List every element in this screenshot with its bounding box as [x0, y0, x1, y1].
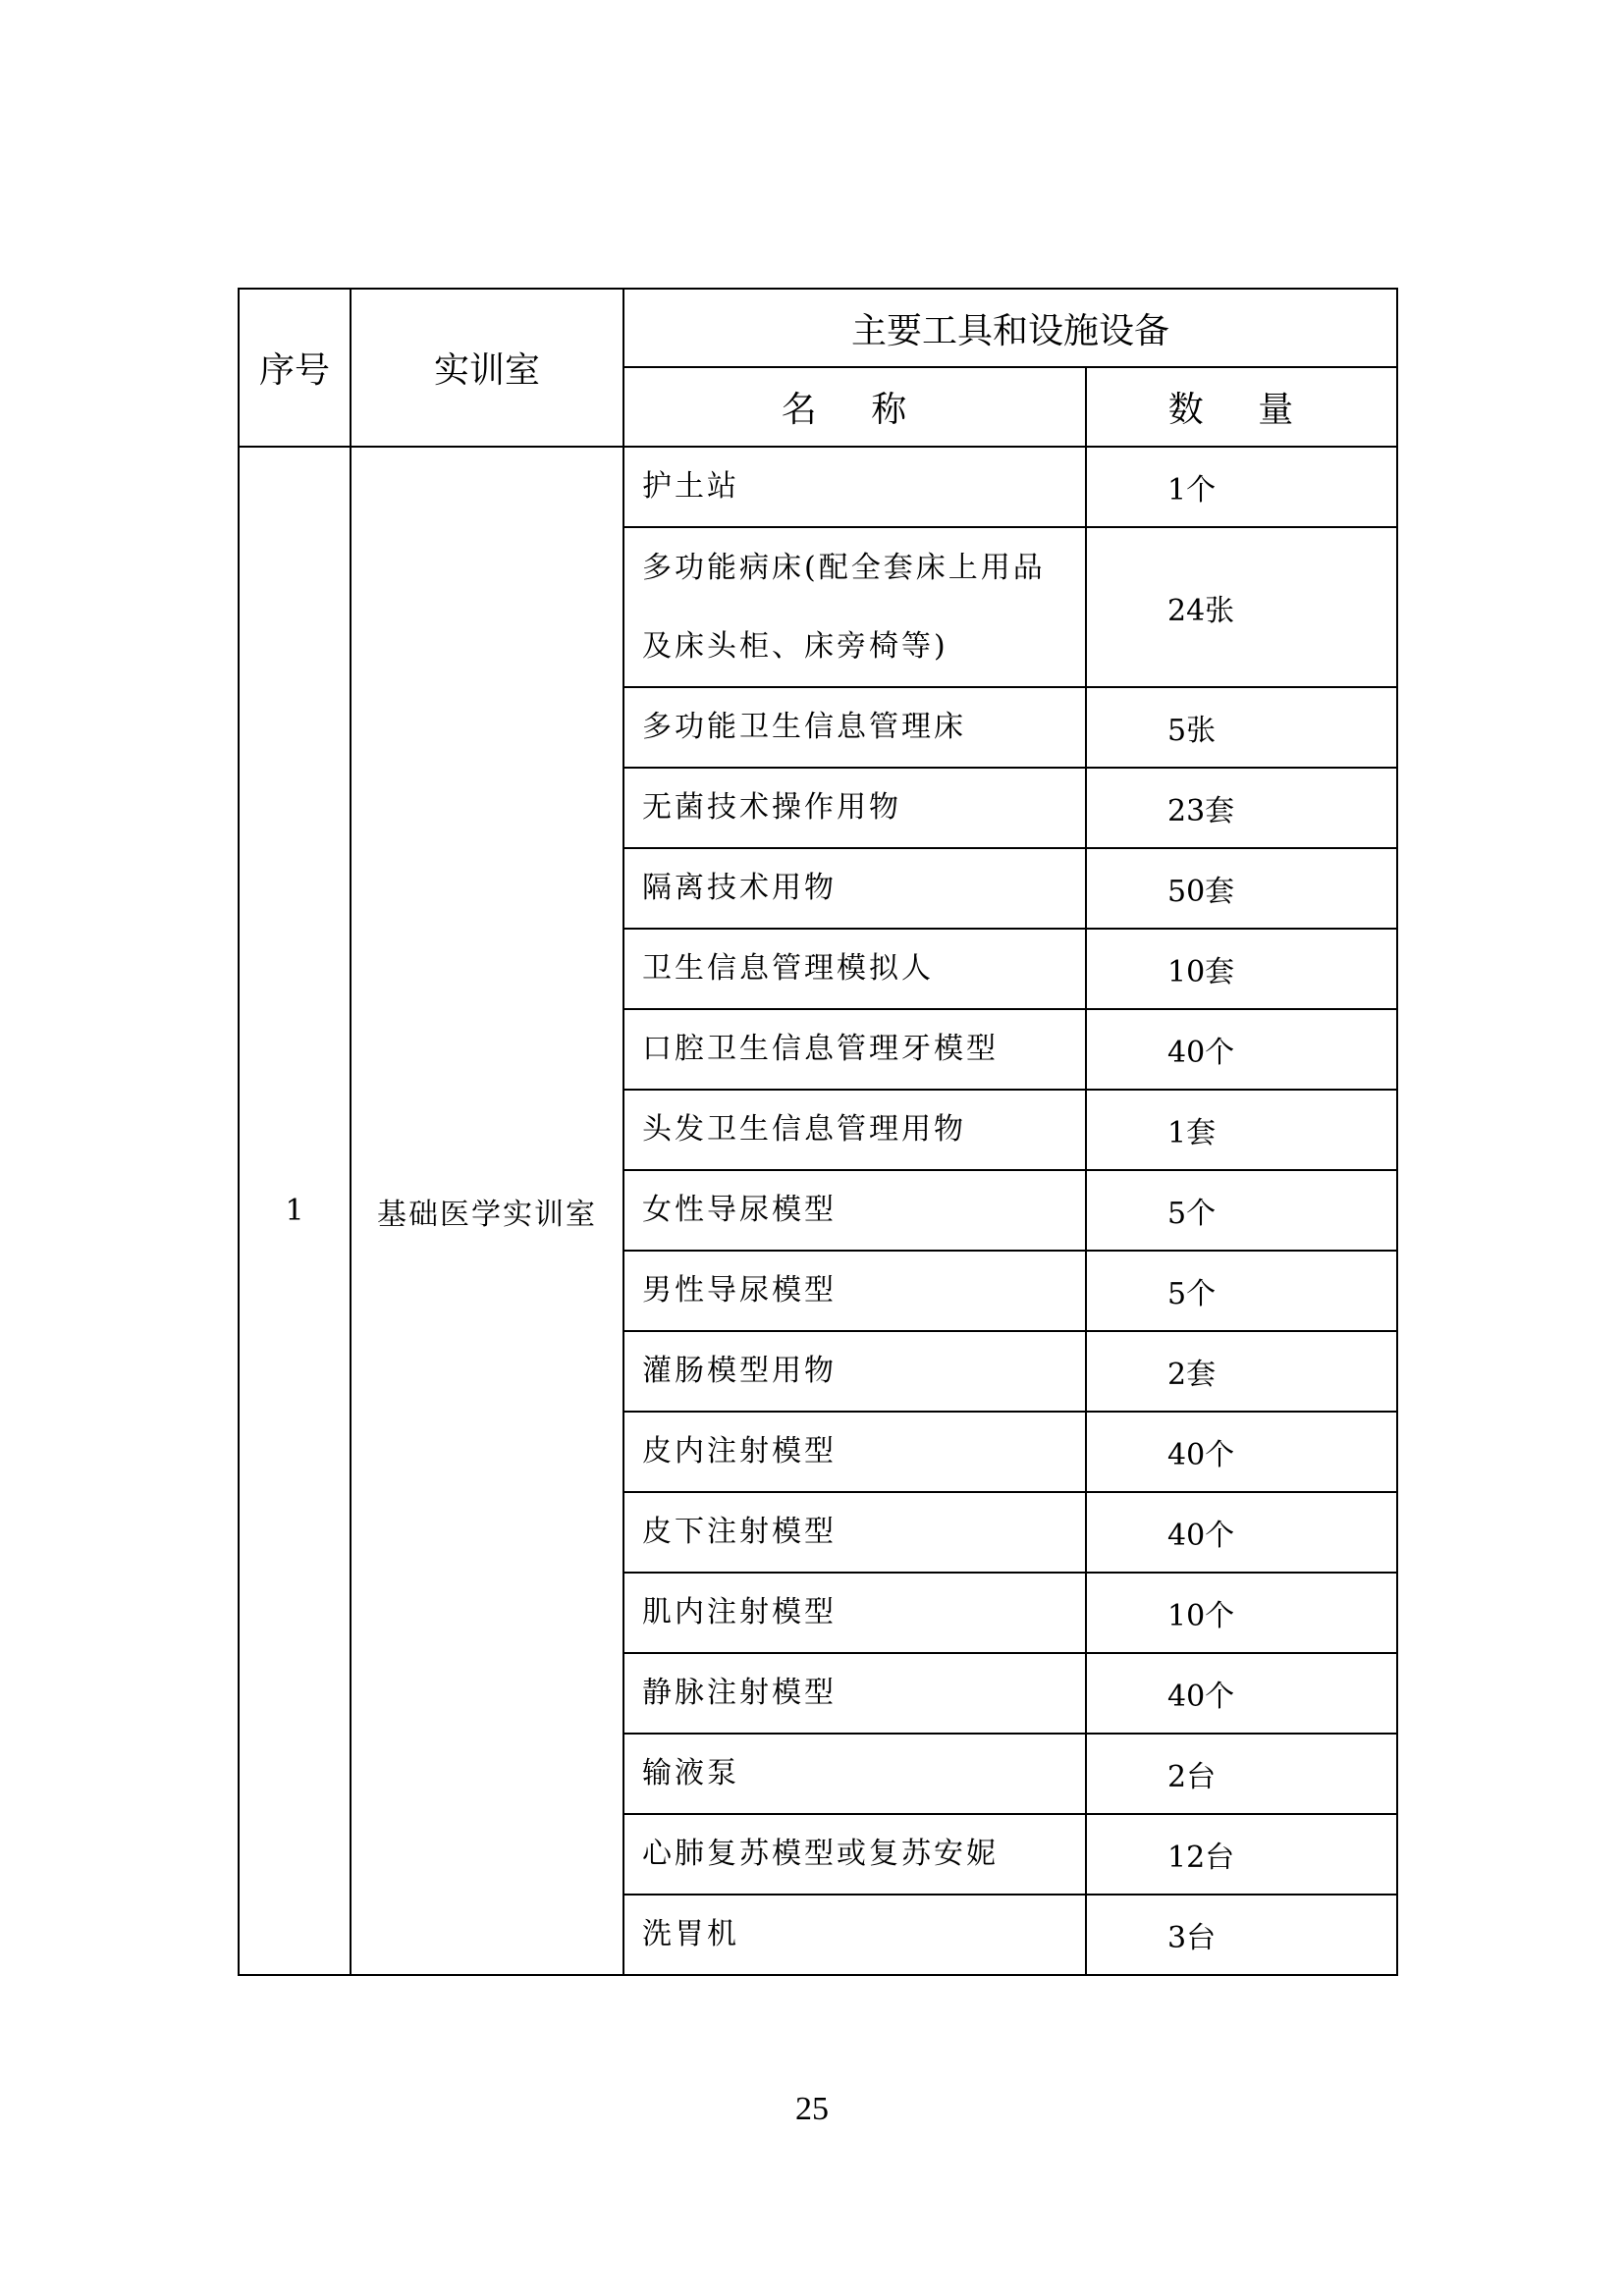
item-name: 多功能卫生信息管理床 [623, 687, 1086, 768]
item-quantity: 50套 [1086, 848, 1397, 929]
item-name: 多功能病床(配全套床上用品及床头柜、床旁椅等) [623, 527, 1086, 687]
item-name: 隔离技术用物 [623, 848, 1086, 929]
item-quantity: 2套 [1086, 1331, 1397, 1412]
item-name: 头发卫生信息管理用物 [623, 1090, 1086, 1170]
item-name: 护土站 [623, 447, 1086, 527]
item-quantity: 40个 [1086, 1009, 1397, 1090]
room-cell: 基础医学实训室 [351, 447, 623, 1975]
item-quantity: 40个 [1086, 1412, 1397, 1492]
item-name: 输液泵 [623, 1734, 1086, 1814]
header-room: 实训室 [351, 289, 623, 447]
item-name: 心肺复苏模型或复苏安妮 [623, 1814, 1086, 1895]
item-name: 静脉注射模型 [623, 1653, 1086, 1734]
item-name: 皮下注射模型 [623, 1492, 1086, 1573]
item-name: 女性导尿模型 [623, 1170, 1086, 1251]
header-equipment-group: 主要工具和设施设备 [623, 289, 1397, 367]
item-quantity: 23套 [1086, 768, 1397, 848]
item-name: 肌内注射模型 [623, 1573, 1086, 1653]
item-quantity: 1个 [1086, 447, 1397, 527]
item-quantity: 3台 [1086, 1895, 1397, 1975]
equipment-table [238, 288, 1398, 1976]
item-quantity: 1套 [1086, 1090, 1397, 1170]
item-name: 男性导尿模型 [623, 1251, 1086, 1331]
item-name: 卫生信息管理模拟人 [623, 929, 1086, 1009]
table-row [239, 447, 1397, 527]
item-quantity: 10个 [1086, 1573, 1397, 1653]
item-quantity: 5个 [1086, 1251, 1397, 1331]
seq-cell: 1 [239, 447, 351, 1975]
item-name: 灌肠模型用物 [623, 1331, 1086, 1412]
item-name: 皮内注射模型 [623, 1412, 1086, 1492]
item-quantity: 10套 [1086, 929, 1397, 1009]
item-quantity: 12台 [1086, 1814, 1397, 1895]
item-quantity: 5张 [1086, 687, 1397, 768]
item-name: 无菌技术操作用物 [623, 768, 1086, 848]
item-name: 口腔卫生信息管理牙模型 [623, 1009, 1086, 1090]
page-number: 25 [795, 2091, 829, 2127]
item-name: 洗胃机 [623, 1895, 1086, 1975]
header-seq: 序号 [239, 289, 351, 447]
item-quantity: 40个 [1086, 1492, 1397, 1573]
item-quantity: 40个 [1086, 1653, 1397, 1734]
header-quantity: 数 量 [1086, 367, 1397, 447]
item-quantity: 5个 [1086, 1170, 1397, 1251]
item-quantity: 24张 [1086, 527, 1397, 687]
header-name: 名 称 [623, 367, 1086, 447]
item-quantity: 2台 [1086, 1734, 1397, 1814]
